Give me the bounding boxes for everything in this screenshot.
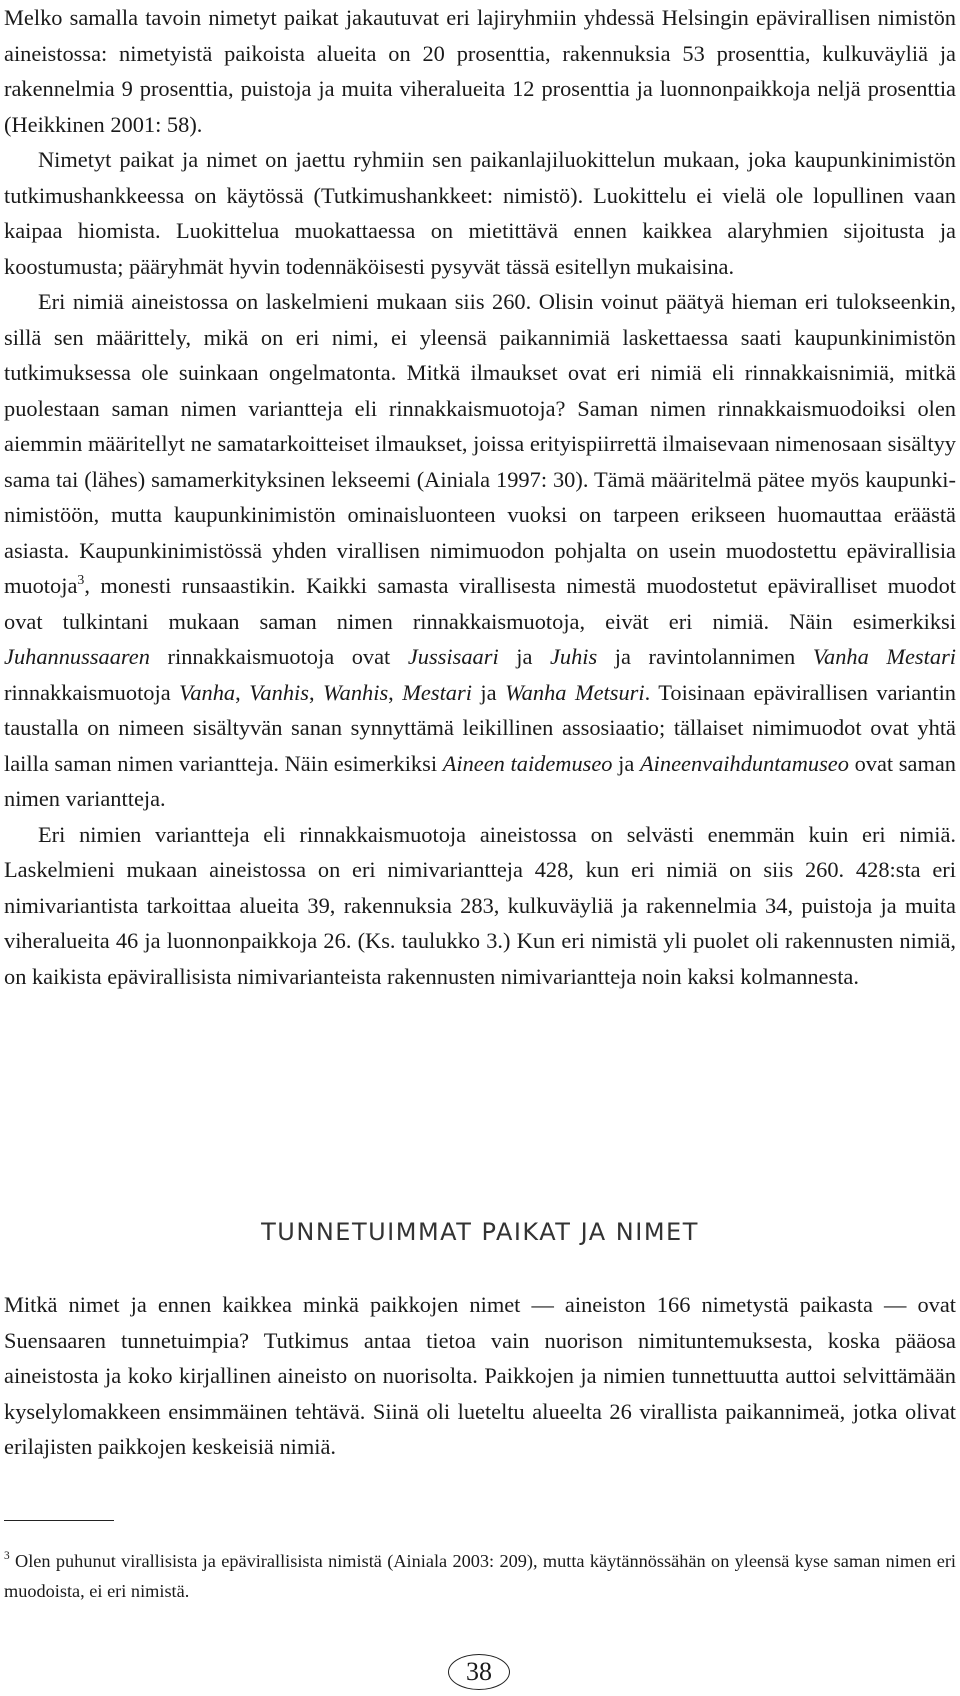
paragraph — [4, 1287, 956, 1465]
text-run: rinnakkaismuotoja — [4, 679, 180, 705]
section-text — [4, 1287, 956, 1465]
book-page — [4, 0, 956, 1696]
paragraph — [4, 142, 956, 284]
text-run: , — [235, 679, 250, 705]
italic-text: Wanha Metsuri — [505, 679, 645, 705]
text-run: , — [388, 679, 403, 705]
italic-text: Juhis — [549, 644, 598, 669]
footnote-marker: 3 — [4, 1550, 10, 1563]
italic-text: Aineen taidemuseo — [442, 750, 613, 776]
text-run: Melko samalla tavoin nimetyt paikat jakautuvat eri lajiryhmiin yhdessä Helsingin epävirallisen nimistön aineistossa: nimetyistä paikoista alueita on 20 prosenttia, rakennuksia 53 prosenttia, kulkuväyliä ja rakennelmia 9 prosenttia, puistoja ja muita viheralueita 12 prosenttia ja luonnonpaikkoja neljä prosenttia (Heikkinen 2001: 58). — [4, 5, 956, 137]
text-run: , monesti runsaastikin. Kaikki samasta virallisesta nimestä muodostetut epäviralliset muodot ovat tulkintani mukaan saman nimen rinnakkaismuotoja, eivät eri nimiä. Näin esimerkiksi — [4, 573, 956, 634]
text-run: ja — [498, 644, 550, 669]
paragraph — [4, 284, 956, 817]
italic-text: Mestari — [402, 679, 472, 705]
italic-text: Wanhis — [323, 679, 389, 705]
paragraph — [4, 0, 956, 142]
italic-text: Juhannussaaren — [4, 644, 150, 669]
text-run: Eri nimien variantteja eli rinnakkaismuotoja aineistossa on selvästi enemmän kuin eri nimiä. Laskelmieni mukaan aineistossa on eri nimivariantteja 428, kun eri nimiä on siis 260. 428:sta eri nimivariantista tarkoittaa alueita 39, rakennuksia 283, kulkuväyliä ja rakennelmia 34, puistoja ja muita viheralueita 46 ja luonnonpaikkoja 26. (Ks. taulukko 3.) Kun eri nimistä yli puolet oli rakennusten nimiä, on kaikista epävirallisista nimivarianteista rakennusten nimivariantteja noin kaksi kolmannesta. — [4, 821, 956, 989]
footnote-paragraph — [4, 1546, 956, 1606]
text-run: ja ravintolannimen — [597, 644, 813, 669]
section-heading: TUNNETUIMMAT PAIKAT JA NIMET — [261, 1218, 699, 1246]
text-run: rinnakkaismuotoja ovat — [149, 644, 408, 669]
paragraph — [4, 817, 956, 995]
italic-text: Vanha — [179, 679, 236, 705]
footnote-text: Olen puhunut virallisista ja epävirallisista nimistä (Ainiala 2003: 209), mutta käytännössähän on yleensä kyse saman nimen eri muodoista, ei eri nimistä. — [4, 1551, 956, 1601]
text-run: ovat saman nimen variantteja. — [4, 750, 956, 811]
text-run: Eri nimiä aineistossa on laskelmieni mukaan siis 260. Olisin voinut päätyä hieman eri tulokseenkin, sillä sen määrittely, mikä on eri nimi, ei yleensä paikannimiä laskettaessa saati kaupunkinimistön tutkimuksessa ole suinkaan ongelmatonta. Mitkä ilmaukset ovat eri nimiä eli rinnakkaisnimiä, mitkä puolestaan saman nimen variantteja eli rinnakkaismuotoja? Saman nimen rinnakkaismuodoiksi olen aiemmin määritellyt ne samatarkoitteiset ilmaukset, joissa erityispiirrettä ilmaisevaan nimenosaan sisältyy sama tai (lähes) samamerkityksinen lekseemi (Ainiala 1997: 30). Tämä määritelmä pätee myös kaupunkinimistöön, mutta kaupunkinimistön ominaisluonteen vuoksi on tarpeen erikseen huomauttaa eräästä asiasta. Kaupunkinimistössä yhden virallisen nimimuodon pohjalta on usein muodostettu epävirallisia muotoja — [4, 289, 956, 598]
italic-text: Vanhis — [249, 679, 309, 705]
text-run: , — [308, 679, 324, 705]
text-run: Nimetyt paikat ja nimet on jaettu ryhmiin sen paikanlajiluokittelun mukaan, joka kaupunkinimistön tutkimushankkeessa on käytössä (Tutkimushankkeet: nimistö). Luokittelu ei vielä ole lopullinen vaan kaipaa hiomista. Luokittelua muokattaessa on mietittävä ennen kaikkea alaryhmien sijoitusta ja koostumusta; pääryhmät hyvin todennäköisesti pysyvät tässä esitellyn mukaisina. — [4, 147, 956, 279]
italic-text: Jussisaari — [407, 644, 499, 669]
text-run: Mitkä nimet ja ennen kaikkea minkä paikkojen nimet — aineiston 166 nimetystä paikasta — ovat Suensaaren tunnetuimpia? Tutkimus antaa tietoa vain nuorison nimituntemuksesta, koska pääosa aineistosta ja koko kirjallinen aineisto on nuorisolta. Paikkojen ja nimien tunnettuutta auttoi selvittämään kyselylomakkeen ensimmäinen tehtävä. Siinä oli lueteltu alueelta 26 virallista paikannimeä, jotka olivat erilajisten paikkojen keskeisiä nimiä. — [4, 1292, 956, 1459]
italic-text: Vanha Mestari — [812, 644, 957, 669]
italic-text: Aineenvaihduntamuseo — [640, 750, 849, 776]
text-run: ja — [612, 750, 640, 776]
footnote-rule — [4, 1520, 114, 1521]
page-number: 38 — [448, 1654, 510, 1690]
text-run: ja — [471, 679, 506, 705]
footnote-reference: 3 — [77, 572, 85, 588]
text-run: . Toisinaan epävirallisen variantin taustalla on nimeen sisältyvän sanan synnyttämä leikillinen assosiaatio; tällaiset nimimuodot ovat yhtä lailla saman nimen variantteja. Näin esimerkiksi — [4, 679, 956, 776]
body-text — [4, 0, 956, 994]
footnote — [4, 1546, 956, 1606]
